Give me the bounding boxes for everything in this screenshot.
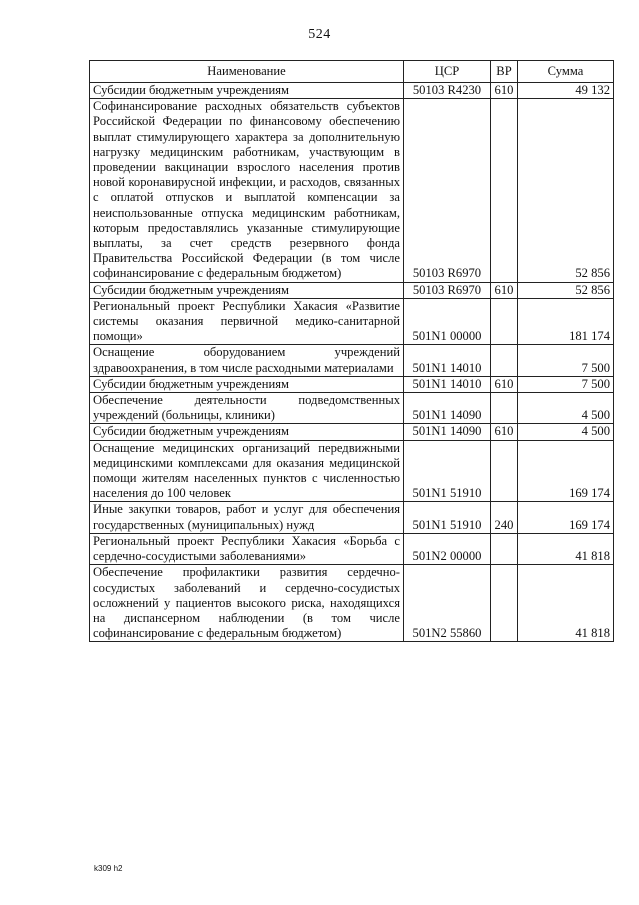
cell-sum: 41 818 [518,533,614,564]
budget-table-body [90,83,614,642]
cell-csr: 501N1 14010 [404,376,491,392]
cell-name: Субсидии бюджетным учреждениям [90,282,404,298]
table-row [90,424,614,440]
cell-name: Региональный проект Республики Хакасия «Развитие системы оказания первичной медико-санитарной помощи» [90,298,404,345]
cell-csr: 50103 R6970 [404,99,491,282]
table-row [90,282,614,298]
cell-vr [491,345,518,376]
cell-sum: 169 174 [518,502,614,533]
table-row [90,83,614,99]
cell-vr [491,393,518,424]
cell-sum: 4 500 [518,393,614,424]
cell-vr [491,440,518,502]
table-row [90,502,614,533]
cell-csr: 501N1 14090 [404,424,491,440]
table-row [90,440,614,502]
budget-table [89,60,614,642]
cell-csr: 501N1 00000 [404,298,491,345]
cell-name: Оснащение оборудованием учреждений здравоохранения, в том числе расходными материалами [90,345,404,376]
cell-name: Иные закупки товаров, работ и услуг для обеспечения государственных (муниципальных) нужд [90,502,404,533]
cell-vr [491,565,518,642]
cell-sum: 52 856 [518,282,614,298]
cell-name: Субсидии бюджетным учреждениям [90,83,404,99]
cell-csr: 501N1 14010 [404,345,491,376]
cell-name: Обеспечение профилактики развития сердечно-сосудистых заболеваний и сердечно-сосудистых осложнений у пациентов высокого риска, находящихся на диспансерном наблюдении (в том числе софинансирование с федеральным бюджетом) [90,565,404,642]
header-sum: Сумма [518,61,614,83]
table-row [90,345,614,376]
cell-name: Оснащение медицинских организаций передвижными медицинскими комплексами для оказания медицинской помощи жителям населенных пунктов с численностью населения до 100 человек [90,440,404,502]
cell-sum: 7 500 [518,376,614,392]
cell-csr: 501N1 14090 [404,393,491,424]
cell-name: Софинансирование расходных обязательств субъектов Российской Федерации по финансовому обеспечению выплат стимулирующего характера за дополнительную нагрузку медицинским работникам, участвующим в проведении вакцинации взрослого населения против новой коронавирусной инфекции, и расходов, связанных с оплатой отпусков и выплатой компенсации за неиспользованные отпуска медицинским работникам, которым предоставлялись указанные стимулирующие выплаты, за счет средств резервного фонда Правительства Российской Федерации (в том числе софинансирование с федеральным бюджетом) [90,99,404,282]
header-name: Наименование [90,61,404,83]
cell-csr: 50103 R6970 [404,282,491,298]
cell-sum: 49 132 [518,83,614,99]
cell-vr: 610 [491,376,518,392]
table-row [90,393,614,424]
cell-sum: 7 500 [518,345,614,376]
cell-vr: 610 [491,83,518,99]
table-header-row [90,61,614,83]
cell-name: Субсидии бюджетным учреждениям [90,376,404,392]
header-csr: ЦСР [404,61,491,83]
cell-sum: 169 174 [518,440,614,502]
table-row [90,99,614,282]
cell-vr [491,533,518,564]
header-vr: ВР [491,61,518,83]
cell-vr [491,298,518,345]
cell-name: Субсидии бюджетным учреждениям [90,424,404,440]
cell-sum: 41 818 [518,565,614,642]
table-row [90,298,614,345]
footer-code: k309 h2 [94,864,123,873]
cell-vr: 610 [491,424,518,440]
table-row [90,533,614,564]
cell-csr: 501N1 51910 [404,440,491,502]
cell-vr: 610 [491,282,518,298]
cell-csr: 501N2 00000 [404,533,491,564]
cell-sum: 4 500 [518,424,614,440]
cell-sum: 181 174 [518,298,614,345]
cell-name: Региональный проект Республики Хакасия «Борьба с сердечно-сосудистыми заболеваниями» [90,533,404,564]
cell-csr: 50103 R4230 [404,83,491,99]
table-row [90,376,614,392]
page-number: 524 [308,27,331,42]
cell-sum: 52 856 [518,99,614,282]
cell-vr: 240 [491,502,518,533]
cell-csr: 501N1 51910 [404,502,491,533]
table-row [90,565,614,642]
cell-name: Обеспечение деятельности подведомственных учреждений (больницы, клиники) [90,393,404,424]
cell-csr: 501N2 55860 [404,565,491,642]
cell-vr [491,99,518,282]
